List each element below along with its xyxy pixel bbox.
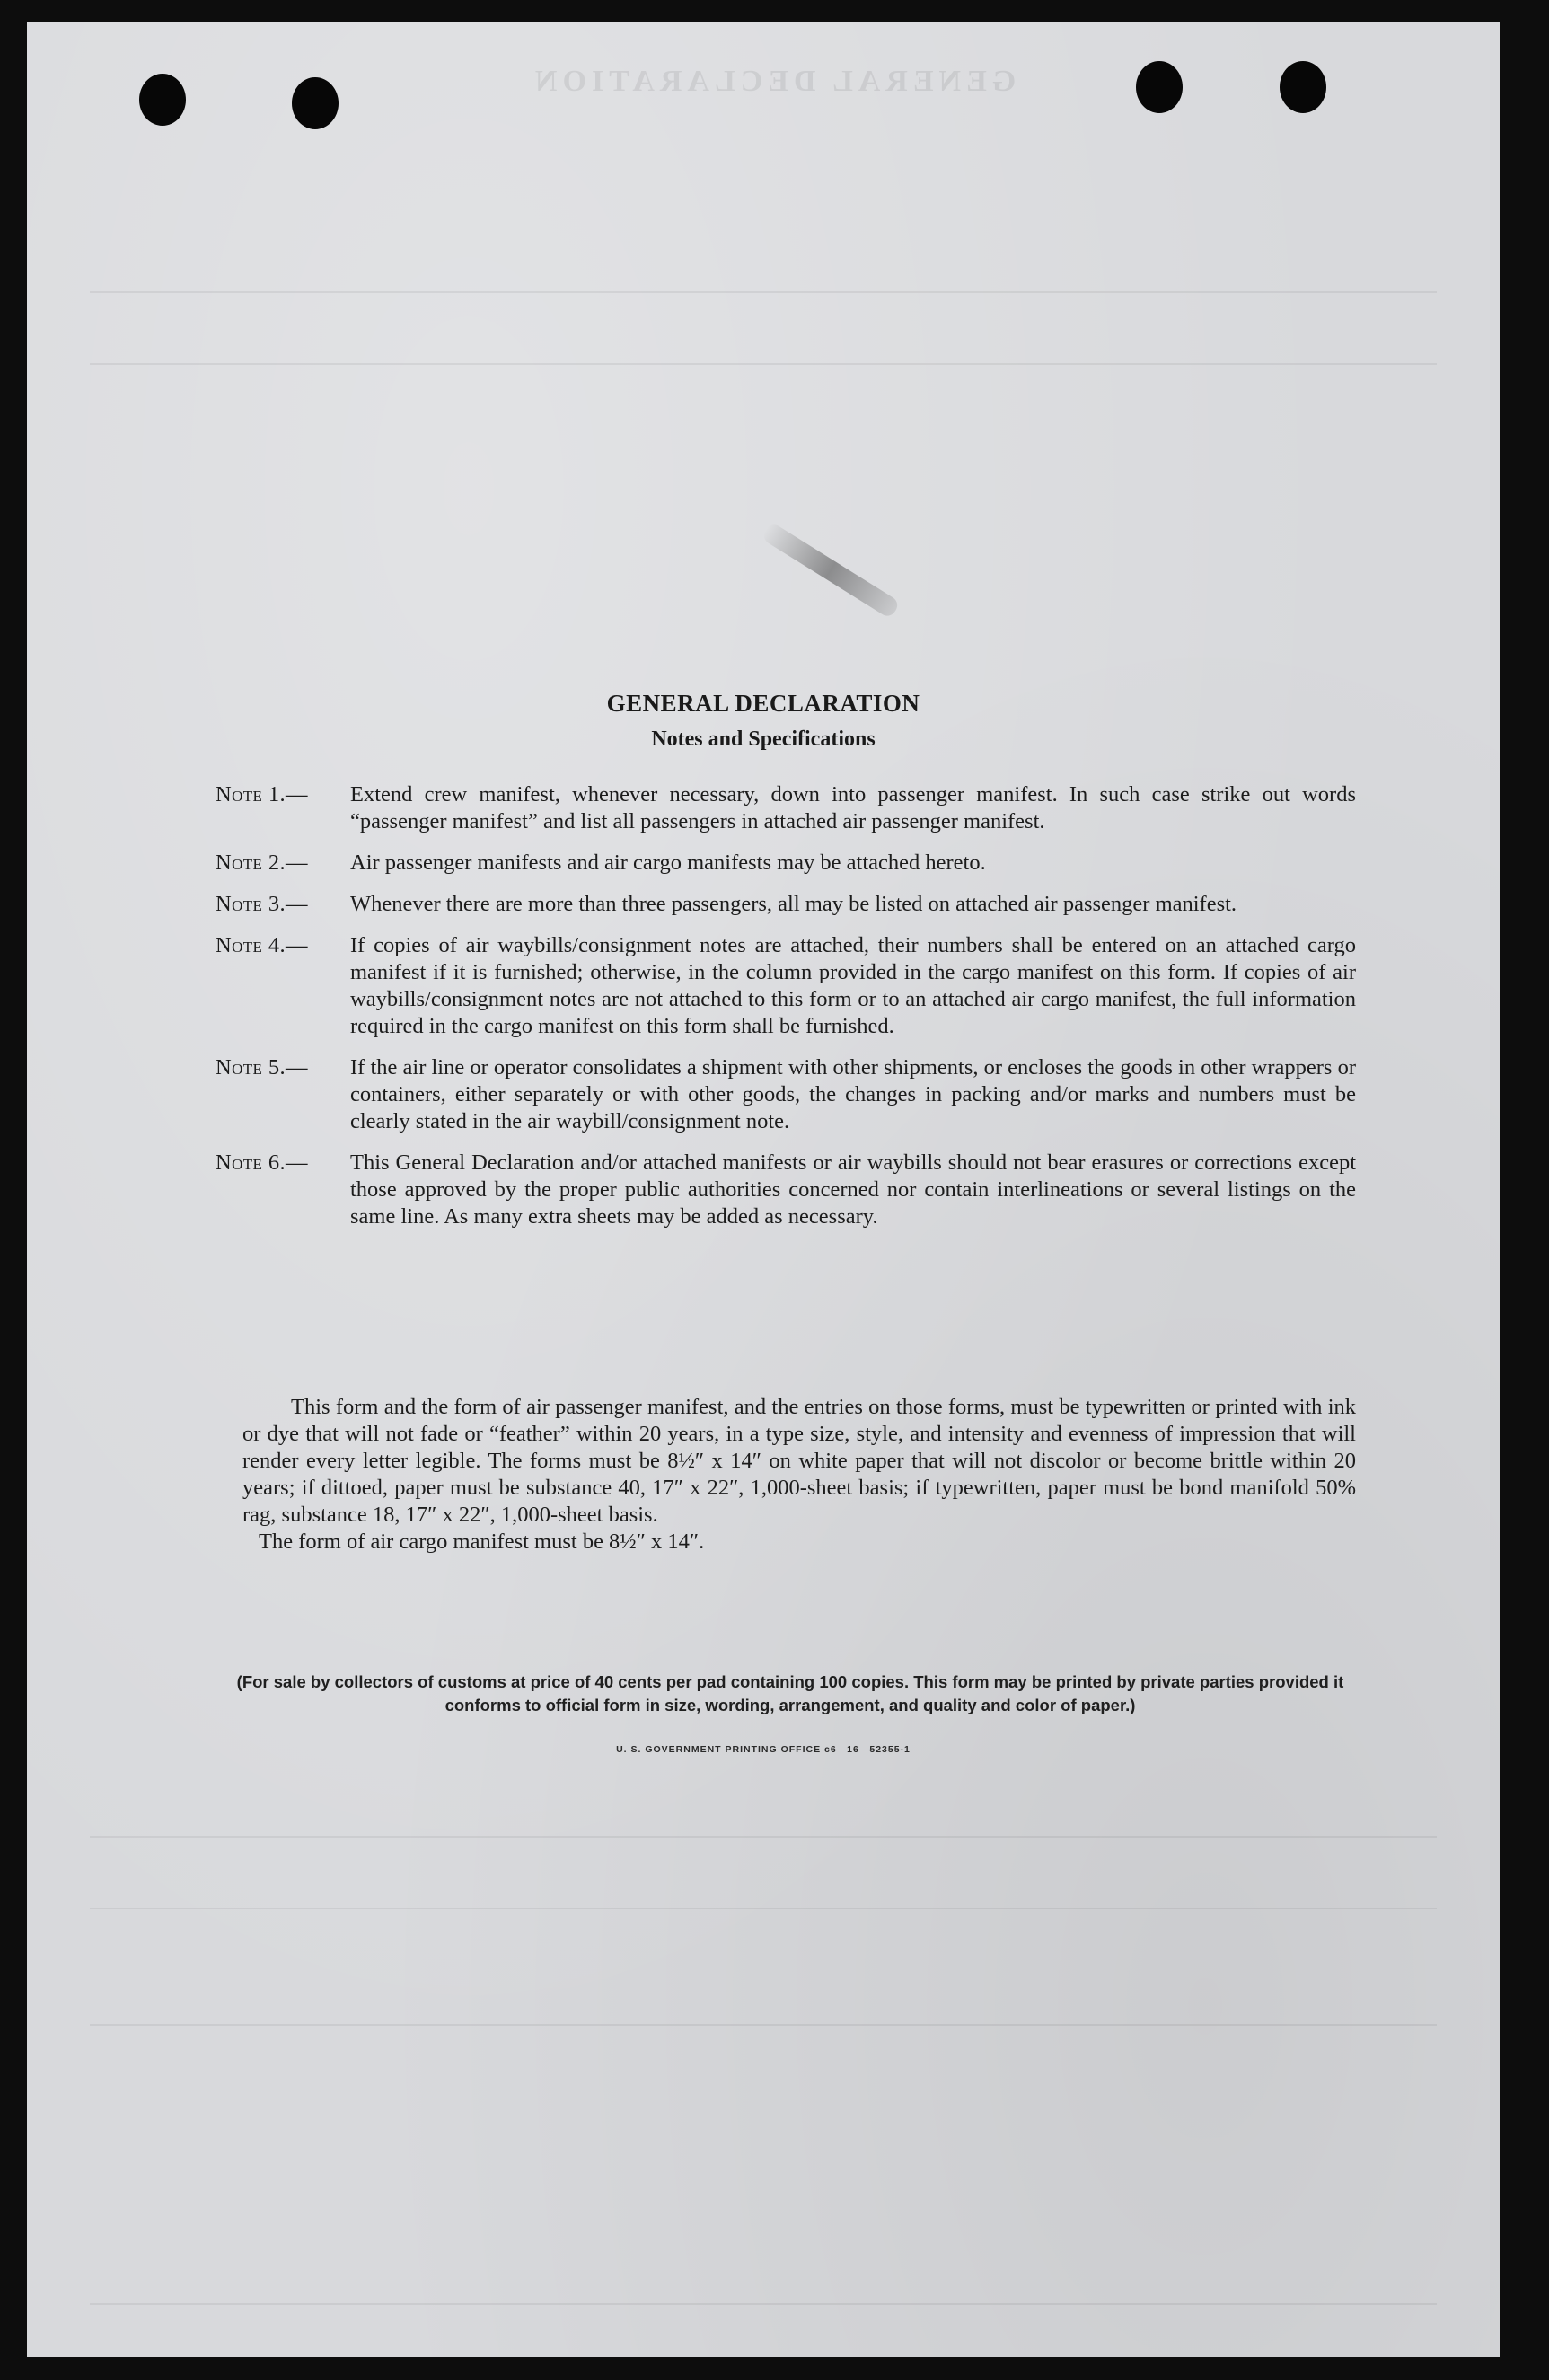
note-text: Whenever there are more than three passengers, all may be listed on attached air passenger manifest. (350, 892, 1237, 916)
punch-hole-left-1 (139, 74, 186, 126)
bleed-through-rule (90, 1836, 1437, 1838)
specifications-block (242, 1394, 1356, 1556)
document-page (27, 22, 1500, 2357)
note-text: If copies of air waybills/consignment notes are attached, their numbers shall be entered on an attached cargo manifest if it is furnished; otherwise, in the column provided in the cargo manifest on this form. If copies of air waybills/consignment notes are not attached to this form or to an attached air cargo manifest, the full information required in the cargo manifest on this form shall be furnished. (350, 933, 1356, 1038)
note-label: Note 3.— (216, 892, 308, 916)
punch-hole-right-2 (1280, 61, 1326, 113)
specifications-paragraph: This form and the form of air passenger manifest, and the entries on those forms, must be typewritten or printed with ink or dye that will not fade or “feather” within 20 years, in a type size, style, and intensity and evenness of impression that will render every letter legible. The forms must be 8½″ x 14″ on white paper that will not discolor or become brittle within 20 years; if dittoed, paper must be substance 40, 17″ x 22″, 1,000-sheet basis; if typewritten, paper must be bond manifold 50% rag, substance 18, 17″ x 22″, 1,000-sheet basis. (242, 1395, 1356, 1527)
bleed-through-rule (90, 291, 1437, 293)
punch-hole-left-2 (292, 77, 339, 129)
note-label: Note 4.— (216, 933, 308, 957)
note-item (216, 932, 1356, 1040)
printer-imprint: U. S. GOVERNMENT PRINTING OFFICE c6—16—52355-1 (616, 1744, 911, 1755)
bleed-through-rule (90, 2303, 1437, 2305)
ink-smudge (761, 522, 901, 620)
notes-list (216, 781, 1356, 1245)
bleed-through-rule (90, 363, 1437, 365)
note-item (216, 1150, 1356, 1230)
punch-hole-right-1 (1136, 61, 1183, 113)
note-item (216, 891, 1356, 918)
cargo-form-size: The form of air cargo manifest must be 8½″ x 14″. (259, 1529, 705, 1554)
note-item (216, 850, 1356, 877)
bleed-through-heading: GENERAL DECLARATION (530, 65, 1017, 98)
note-item (216, 1054, 1356, 1135)
note-text: If the air line or operator consolidates a shipment with other shipments, or encloses the goods in other wrappers or containers, either separately or with other goods, the changes in packing and/or marks and numbers must be clearly stated in the air waybill/consignment note. (350, 1055, 1356, 1133)
note-text: Air passenger manifests and air cargo manifests may be attached hereto. (350, 851, 986, 875)
note-label: Note 6.— (216, 1150, 308, 1175)
note-text: Extend crew manifest, whenever necessary, down into passenger manifest. In such case strike out words “passenger manifest” and list all passengers in attached air passenger manifest. (350, 782, 1356, 833)
page-subtitle: Notes and Specifications (651, 727, 876, 751)
sale-notice: (For sale by collectors of customs at price of 40 cents per pad containing 100 copies. This form may be printed by private parties provided it conforms to official form in size, wording, arrangement, and quality and color of paper.) (236, 1672, 1344, 1714)
note-item (216, 781, 1356, 835)
note-label: Note 1.— (216, 782, 308, 807)
page-title: GENERAL DECLARATION (606, 690, 920, 717)
note-text: This General Declaration and/or attached manifests or air waybills should not bear erasures or corrections except those approved by the proper public authorities concerned nor contain interlineations or several listings on the same line. As many extra sheets may be added as necessary. (350, 1150, 1356, 1229)
note-label: Note 2.— (216, 851, 308, 875)
bleed-through-rule (90, 2024, 1437, 2026)
note-label: Note 5.— (216, 1055, 308, 1080)
bleed-through-rule (90, 1908, 1437, 1909)
